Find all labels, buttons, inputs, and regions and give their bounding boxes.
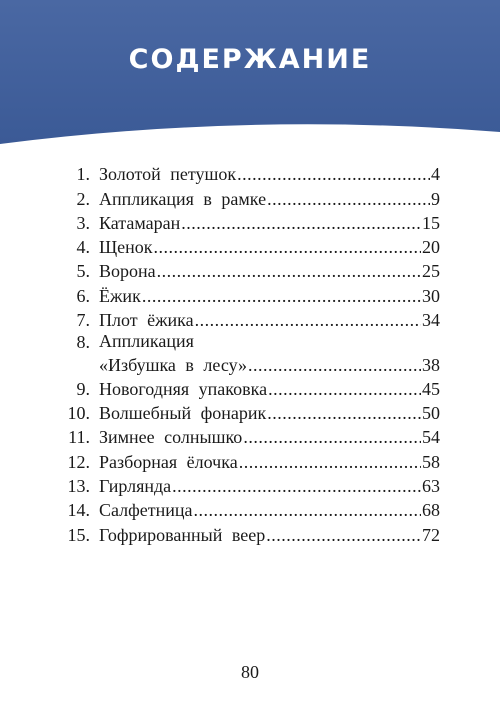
toc-entry[interactable] (54, 160, 440, 184)
toc-dot-leader (243, 427, 421, 447)
toc-entry[interactable] (54, 184, 440, 208)
toc-entry-title: Аппликация (99, 330, 194, 351)
toc-dot-leader (266, 525, 421, 545)
toc-entry-number: 11. (68, 427, 90, 448)
toc-entry-number: 12. (67, 451, 90, 472)
toc-entry-page: 50 (422, 403, 440, 424)
toc-entry-title: Аппликация в рамке (99, 188, 267, 209)
toc-entry[interactable] (54, 209, 440, 233)
toc-entry-number: 3. (76, 212, 90, 233)
header-banner-shape (0, 0, 500, 150)
toc-entry-page: 68 (422, 500, 440, 521)
toc-dot-leader (181, 213, 421, 233)
toc-entry-page: 38 (422, 354, 440, 375)
toc-entry-title: Катамаран (99, 212, 181, 233)
toc-entry[interactable] (54, 399, 440, 423)
toc-entry-page: 4 (431, 164, 440, 185)
toc-entry-title: Салфетница (99, 500, 193, 521)
toc-dot-leader (142, 286, 421, 306)
toc-entry-title: Щенок (99, 237, 153, 258)
toc-entry[interactable] (54, 233, 440, 257)
toc-entry[interactable] (54, 375, 440, 399)
toc-dot-leader (195, 310, 421, 330)
toc-dot-leader (154, 237, 421, 257)
toc-entry[interactable] (54, 472, 440, 496)
toc-entry-number: 1. (76, 164, 90, 185)
toc-entry-number: 9. (76, 378, 90, 399)
toc-entry[interactable] (54, 520, 440, 544)
toc-dot-leader (239, 452, 421, 472)
header-banner (0, 0, 500, 150)
toc-entry-page: 30 (422, 285, 440, 306)
toc-entry-page: 54 (422, 427, 440, 448)
toc-entry-number: 6. (76, 285, 90, 306)
toc-entry-page: 20 (422, 237, 440, 258)
toc-entry[interactable] (54, 281, 440, 305)
toc-entry-number: 4. (76, 237, 90, 258)
table-of-contents (54, 160, 440, 545)
toc-dot-leader (172, 476, 421, 496)
toc-entry[interactable] (54, 423, 440, 447)
toc-entry-page: 9 (431, 188, 440, 209)
toc-dot-leader (157, 261, 421, 281)
toc-dot-leader (194, 500, 421, 520)
toc-entry-title: Разборная ёлочка (99, 451, 238, 472)
toc-entry-page: 58 (422, 451, 440, 472)
toc-entry-number: 10. (67, 403, 90, 424)
toc-entry-page: 45 (422, 378, 440, 399)
toc-entry-title: Новогодняя упаковка (99, 378, 268, 399)
toc-dot-leader (267, 403, 421, 423)
toc-dot-leader (267, 189, 430, 209)
toc-dot-leader (248, 355, 421, 375)
toc-entry-title: Ворона (99, 261, 156, 282)
toc-entry[interactable] (54, 257, 440, 281)
toc-dot-leader (268, 379, 421, 399)
toc-entry-page: 25 (422, 261, 440, 282)
toc-entry-number: 15. (67, 524, 90, 545)
toc-entry-title: «Избушка в лесу» (99, 354, 248, 375)
toc-entry[interactable] (54, 496, 440, 520)
toc-entry-number: 2. (76, 188, 90, 209)
toc-entry-page: 72 (422, 524, 440, 545)
toc-entry-number: 14. (67, 500, 90, 521)
toc-entry-title: Гирлянда (99, 476, 172, 497)
toc-entry-number: 8. (76, 332, 90, 353)
toc-entry-title: Плот ёжика (99, 310, 194, 331)
toc-entry-title: Ёжик (99, 285, 141, 306)
toc-entry[interactable] (54, 306, 440, 330)
toc-entry-page: 34 (422, 310, 440, 331)
page-title: СОДЕРЖАНИЕ (128, 44, 372, 75)
toc-entry-title: Волшебный фонарик (99, 403, 267, 424)
toc-entry[interactable] (54, 447, 440, 471)
page-number: 80 (241, 662, 259, 682)
toc-entry-title: Зимнее солнышко (99, 427, 243, 448)
toc-entry-number: 7. (76, 310, 90, 331)
toc-entry-page: 63 (422, 476, 440, 497)
toc-entry[interactable] (54, 330, 440, 375)
toc-entry-page: 15 (422, 212, 440, 233)
toc-entry-title: Гофрированный веер (99, 524, 266, 545)
toc-entry-title: Золотой петушок (99, 164, 237, 185)
toc-entry-number: 5. (76, 261, 90, 282)
toc-entry-number: 13. (67, 476, 90, 497)
toc-dot-leader (237, 164, 430, 184)
